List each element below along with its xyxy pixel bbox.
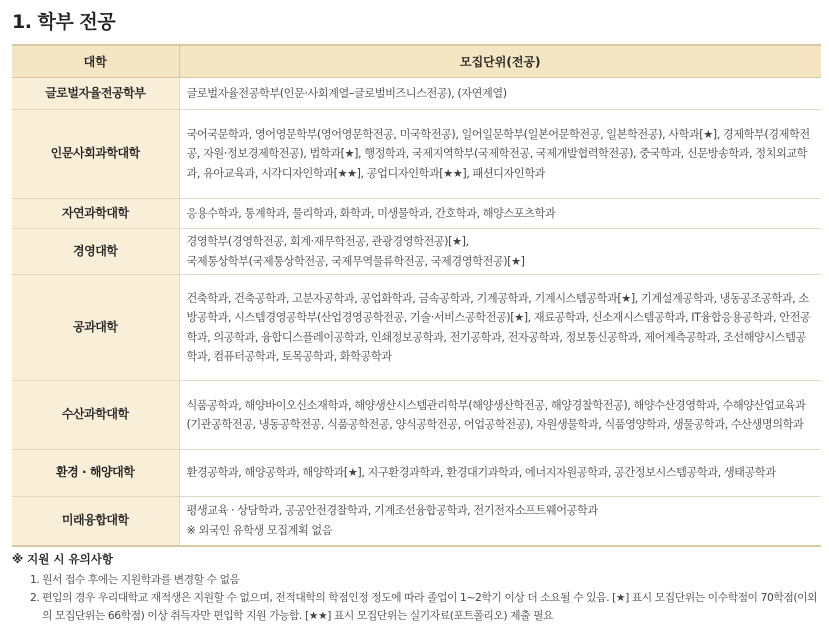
- unit-line: ※ 외국인 유학생 모집계획 없음: [186, 523, 333, 537]
- college-name: 인문사회과학대학: [12, 110, 179, 199]
- majors-table: [12, 44, 821, 547]
- recruitment-units: [179, 450, 821, 497]
- unit-line: 국제통상학부(국제통상학전공, 국제무역물류학전공, 국제경영학전공)[★]: [186, 254, 525, 268]
- table-header-row: [12, 45, 821, 78]
- table-row: [12, 78, 821, 110]
- unit-line: 환경공학과, 해양공학과, 해양학과[★], 지구환경과학과, 환경대기과학과, 에너지자원공학과, 공간정보시스템공학과, 생태공학과: [186, 466, 776, 480]
- college-name: 자연과학대학: [12, 199, 179, 229]
- note-text: 원서 접수 후에는 지원학과를 변경할 수 없음: [42, 573, 240, 586]
- notes-title: ※ 지원 시 유의사항: [12, 552, 113, 566]
- recruitment-units: [179, 229, 821, 275]
- note-text: 편입의 경우 우리대학교 재적생은 지원할 수 없으며, 전적대학의 학점인정 정도에 따라 졸업이 1~2학기 이상 더 소요될 수 있음. [★] 표시 모집단위는 이수학점이 70학점(이외의 모집단위는 66학점) 이상 취득자만 편입학 지원 가능함. [★★] 표시 모집단위는 실기자료(포트폴리오) 제출 필요: [42, 591, 818, 622]
- table-row: [12, 110, 821, 199]
- column-header-unit: 모집단위(전공): [179, 45, 821, 78]
- note-number: 1.: [30, 573, 40, 586]
- recruitment-units: [179, 110, 821, 199]
- table-row: [12, 450, 821, 497]
- college-name: 수산과학대학: [12, 381, 179, 450]
- recruitment-units: [179, 78, 821, 110]
- recruitment-units: [179, 275, 821, 381]
- college-name: 글로벌자율전공학부: [12, 78, 179, 110]
- section-title: 1. 학부 전공: [12, 11, 116, 33]
- column-header-college: 대학: [12, 45, 179, 78]
- table-row: [12, 275, 821, 381]
- college-name: 환경 · 해양대학: [12, 450, 179, 497]
- college-name: 공과대학: [12, 275, 179, 381]
- notes-list: [12, 571, 821, 625]
- recruitment-units: [179, 381, 821, 450]
- note-number: 2.: [30, 591, 40, 604]
- recruitment-units: [179, 199, 821, 229]
- college-name: 경영대학: [12, 229, 179, 275]
- table-row: [12, 497, 821, 546]
- unit-line: 식품공학과, 해양바이오신소재학과, 해양생산시스템관리학부(해양생산학전공, 해양경찰학전공), 해양수산경영학과, 수해양산업교육과(기관공학전공, 냉동공학전공, 식품공학전공, 양식공학전공, 어업공학전공), 자원생물학과, 식품영양학과, 생물공학과, 수산생명의학과: [186, 398, 806, 431]
- recruitment-units: [179, 497, 821, 546]
- unit-line: 국어국문학과, 영어영문학부(영어영문학전공, 미국학전공), 일어일문학부(일본어문학전공, 일본학전공), 사학과[★], 경제학부(경제학전공, 자원·정보경제학전공), 법학과[★], 행정학과, 국제지역학부(국제학전공, 국제개발협력학전공), 중국학과, 신문방송학과, 정치외교학과, 유아교육과, 시각디자인학과[★★], 공업디자인학과[★★], 패션디자인학과: [186, 127, 810, 180]
- note-item: [30, 589, 821, 625]
- note-item: [30, 571, 821, 589]
- college-name: 미래융합대학: [12, 497, 179, 546]
- unit-line: 건축학과, 건축공학과, 고분자공학과, 공업화학과, 금속공학과, 기계공학과, 기계시스템공학과[★], 기계설계공학과, 냉동공조공학과, 소방공학과, 시스템경영공학부(산업경영공학전공, 기술·서비스공학전공)[★], 재료공학과, 신소재시스템공학과, IT융합응용공학과, 안전공학과, 의공학과, 융합디스플레이공학과, 인쇄정보공학과, 전기공학과, 전자공학과, 정보통신공학과, 제어계측공학과, 조선해양시스템공학과, 컴퓨터공학과, 토목공학과, 화학공학과: [186, 291, 811, 363]
- table-row: [12, 381, 821, 450]
- application-notes: [12, 551, 821, 625]
- table-row: [12, 229, 821, 275]
- unit-line: 응용수학과, 통계학과, 물리학과, 화학과, 미생물학과, 간호학과, 해양스포츠학과: [186, 206, 556, 220]
- unit-line: 평생교육 · 상담학과, 공공안전경찰학과, 기계조선융합공학과, 전기전자소프트웨어공학과: [186, 504, 598, 518]
- unit-line: 경영학부(경영학전공, 회계·재무학전공, 관광경영학전공)[★],: [186, 235, 469, 248]
- unit-line: 글로벌자율전공학부(인문·사회계열–글로벌비즈니스전공), (자연계열): [186, 86, 507, 100]
- table-row: [12, 199, 821, 229]
